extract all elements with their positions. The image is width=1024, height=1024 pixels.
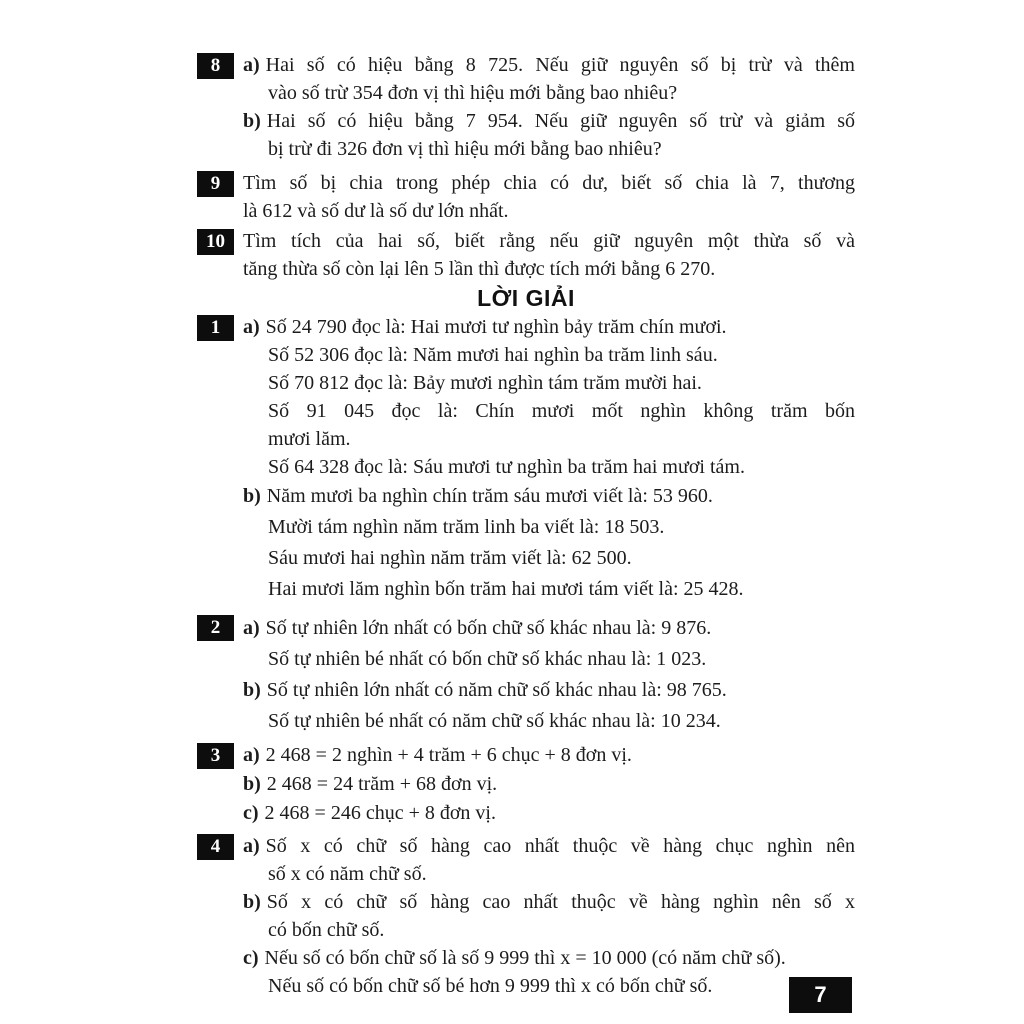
line-text: Số tự nhiên lớn nhất có năm chữ số khác nhau là: 98 765.	[266, 679, 727, 701]
line-text: 2 468 = 246 chục + 8 đơn vị.	[264, 802, 496, 824]
text-line	[243, 512, 855, 543]
page-number-badge: 7	[789, 977, 852, 1013]
text-line	[243, 227, 855, 255]
line-text: Tìm tích của hai số, biết rằng nếu giữ nguyên một thừa số và	[243, 230, 855, 252]
text-line	[243, 51, 855, 79]
text-line	[243, 770, 855, 799]
sub-item-label: b)	[243, 485, 261, 507]
text-line	[243, 916, 855, 944]
sub-item-label: c)	[243, 947, 259, 969]
problem-item-8	[197, 51, 855, 163]
solution-item-4	[197, 832, 855, 1000]
problem-number-badge: 8	[197, 53, 234, 79]
sub-item-label: a)	[243, 744, 260, 766]
text-line	[243, 369, 855, 397]
text-line	[243, 425, 855, 453]
text-line	[243, 706, 855, 737]
line-text: Hai số có hiệu bằng 8 725. Nếu giữ nguyên số bị trừ và thêm	[265, 54, 855, 76]
sub-item-label: b)	[243, 891, 261, 913]
line-text: Sáu mươi hai nghìn năm trăm viết là: 62 500.	[268, 547, 632, 569]
line-text: bị trừ đi 326 đơn vị thì hiệu mới bằng bao nhiêu?	[268, 138, 662, 160]
line-text: Hai số có hiệu bằng 7 954. Nếu giữ nguyên số trừ và giảm số	[266, 110, 855, 132]
line-text: Số 52 306 đọc là: Năm mươi hai nghìn ba trăm linh sáu.	[268, 344, 718, 366]
text-line	[243, 644, 855, 675]
solutions-heading: LỜI GIẢI	[477, 285, 575, 311]
line-text: vào số trừ 354 đơn vị thì hiệu mới bằng bao nhiêu?	[268, 82, 678, 104]
problem-item-9	[197, 169, 855, 225]
problem-number-badge: 2	[197, 615, 234, 641]
line-text: mươi lăm.	[268, 428, 351, 450]
problem-item-10	[197, 227, 855, 283]
text-line	[243, 107, 855, 135]
line-text: Số x có chữ số hàng cao nhất thuộc về hàng chục nghìn nên	[265, 835, 855, 857]
text-line	[243, 255, 855, 283]
problem-number-badge: 9	[197, 171, 234, 197]
text-line	[243, 313, 855, 341]
text-line	[243, 341, 855, 369]
solution-item-1	[197, 313, 855, 605]
line-text: Số tự nhiên bé nhất có năm chữ số khác nhau là: 10 234.	[268, 710, 721, 732]
text-line	[243, 453, 855, 481]
line-text: Số x có chữ số hàng cao nhất thuộc về hàng nghìn nên số x	[266, 891, 855, 913]
sub-item-label: a)	[243, 617, 260, 639]
solution-item-3	[197, 741, 855, 828]
text-line	[243, 397, 855, 425]
text-line	[243, 197, 855, 225]
solution-item-2	[197, 613, 855, 737]
text-line	[243, 574, 855, 605]
text-line	[243, 972, 855, 1000]
sub-item-label: a)	[243, 316, 260, 338]
line-text: tăng thừa số còn lại lên 5 lần thì được tích mới bằng 6 270.	[243, 258, 716, 280]
sub-item-label: a)	[243, 835, 260, 857]
content-column	[197, 51, 855, 1000]
line-text: Số 64 328 đọc là: Sáu mươi tư nghìn ba trăm hai mươi tám.	[268, 456, 745, 478]
line-text: Năm mươi ba nghìn chín trăm sáu mươi viết là: 53 960.	[266, 485, 713, 507]
line-text: 2 468 = 2 nghìn + 4 trăm + 6 chục + 8 đơn vị.	[265, 744, 632, 766]
line-text: số x có năm chữ số.	[268, 863, 427, 885]
sub-item-label: b)	[243, 773, 261, 795]
line-text: có bốn chữ số.	[268, 919, 385, 941]
line-text: Số tự nhiên lớn nhất có bốn chữ số khác nhau là: 9 876.	[265, 617, 712, 639]
line-text: 2 468 = 24 trăm + 68 đơn vị.	[266, 773, 498, 795]
text-line	[243, 543, 855, 574]
text-line	[243, 799, 855, 828]
problem-number-badge: 4	[197, 834, 234, 860]
problem-number-badge: 1	[197, 315, 234, 341]
text-line	[243, 169, 855, 197]
sub-item-label: a)	[243, 54, 260, 76]
text-line	[243, 481, 855, 512]
line-text: Nếu số có bốn chữ số là số 9 999 thì x = 10 000 (có năm chữ số).	[264, 947, 786, 969]
text-line	[243, 79, 855, 107]
line-text: Số tự nhiên bé nhất có bốn chữ số khác nhau là: 1 023.	[268, 648, 707, 670]
line-text: Nếu số có bốn chữ số bé hơn 9 999 thì x có bốn chữ số.	[268, 975, 713, 997]
text-line	[243, 944, 855, 972]
text-line	[243, 832, 855, 860]
line-text: Số 91 045 đọc là: Chín mươi mốt nghìn không trăm bốn	[268, 400, 855, 422]
line-text: Số 24 790 đọc là: Hai mươi tư nghìn bảy trăm chín mươi.	[265, 316, 727, 338]
text-line	[243, 888, 855, 916]
text-line	[243, 741, 855, 770]
line-text: Hai mươi lăm nghìn bốn trăm hai mươi tám viết là: 25 428.	[268, 578, 744, 600]
problem-number-badge: 3	[197, 743, 234, 769]
sub-item-label: b)	[243, 110, 261, 132]
text-line	[243, 675, 855, 706]
sub-item-label: b)	[243, 679, 261, 701]
line-text: Tìm số bị chia trong phép chia có dư, biết số chia là 7, thương	[243, 172, 855, 194]
text-line	[243, 613, 855, 644]
sub-item-label: c)	[243, 802, 259, 824]
text-line	[243, 860, 855, 888]
problem-number-badge: 10	[197, 229, 234, 255]
line-text: Số 70 812 đọc là: Bảy mươi nghìn tám trăm mười hai.	[268, 372, 702, 394]
text-line	[243, 135, 855, 163]
line-text: Mười tám nghìn năm trăm linh ba viết là: 18 503.	[268, 516, 665, 538]
line-text: là 612 và số dư là số dư lớn nhất.	[243, 200, 509, 222]
